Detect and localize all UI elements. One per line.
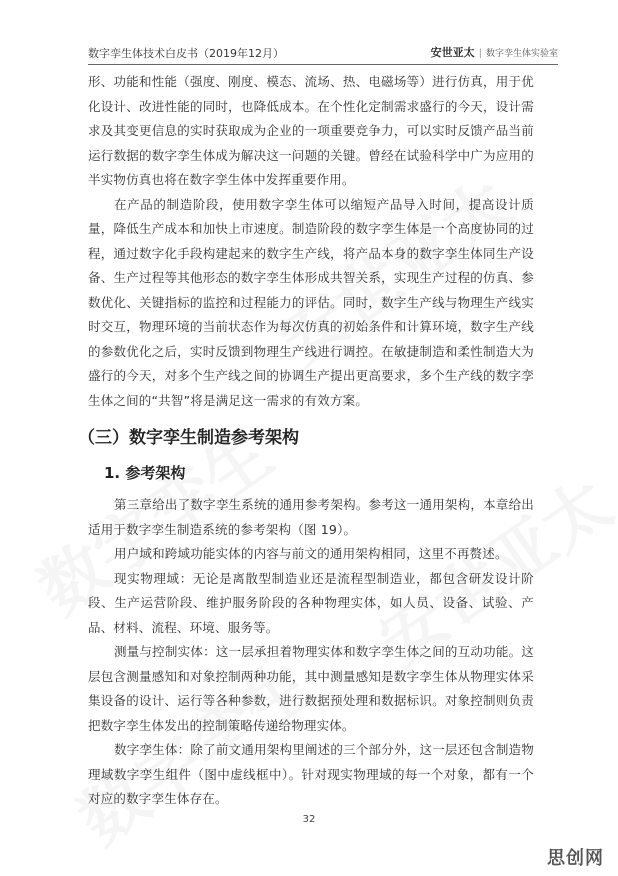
section-heading: （三）数字孪生制造参考架构 xyxy=(78,428,299,448)
document-title: 数字孪生体技术白皮书（2019年12月） xyxy=(88,47,284,60)
brand-mark: 安世亚太 xyxy=(430,46,475,59)
header-divider xyxy=(88,64,558,65)
sub-heading: 1. 参考架构 xyxy=(104,464,186,482)
body-paragraph: 现实物理域：无论是离散型制造业还是流程型制造业，都包含研发设计阶段、生产运营阶段、维护服务阶段的各种物理实体，如人员、设备、试验、产品、材料、流程、环境、服务等。 xyxy=(88,570,534,635)
brand-separator: | xyxy=(478,48,482,59)
body-paragraph: 形、功能和性能（强度、刚度、模态、流场、热、电磁场等）进行仿真，用于优化设计、改进性能的同时，也降低成本。在个性化定制需求盛行的今天，设计需求及其变更信息的实时获取成为企业的一项重要竞争力，可以实时反馈产品当前运行数据的数字孪生体成为解决这一问题的关键。曾经在试验科学中广为应用的半实物仿真也将在数字孪生体中发挥重要作用。 xyxy=(88,74,534,187)
brand-logo xyxy=(431,44,558,60)
brand-name: 数字孪生体实验室 xyxy=(485,49,558,59)
site-watermark-logo: 思创网 xyxy=(547,848,604,869)
body-paragraph: 用户域和跨域功能实体的内容与前文的通用架构相同，这里不再赘述。 xyxy=(114,546,508,561)
page-body xyxy=(78,70,534,812)
page-header xyxy=(88,42,558,64)
body-paragraph: 第三章给出了数字孪生系统的通用参考架构。参考这一通用架构，本章给出适用于数字孪生制造系统的参考架构（图 19）。 xyxy=(88,497,534,537)
body-paragraph: 测量与控制实体：这一层承担着物理实体和数字孪生体之间的互动功能。这层包含测量感知和对象控制两种功能，其中测量感知是数字孪生体从物理实体采集设备的设计、运行等各种参数，进行数据预处理和数据标识。对象控制则负责把数字孪生体发出的控制策略传递给物理实体。 xyxy=(88,644,534,733)
body-paragraph: 数字孪生体：除了前文通用架构里阐述的三个部分外，这一层还包含制造物理域数字孪生组件（图中虚线框中）。针对现实物理域的每一个对象，都有一个对应的数字孪生体存在。 xyxy=(88,742,534,806)
body-paragraph: 在产品的制造阶段，使用数字孪生体可以缩短产品导入时间，提高设计质量，降低生产成本和加快上市速度。制造阶段的数字孪生体是一个高度协同的过程，通过数字化手段构建起来的数字生产线，将产品本身的数字孪生体同生产设备、生产过程等其他形态的数字孪生体形成共智关系，实现生产过程的仿真、参数优化、关键指标的监控和过程能力的评估。同时，数字生产线与物理生产线实时交互，物理环境的当前状态作为每次仿真的初始条件和计算环境，数字生产线的参数优化之后，实时反馈到物理生产线进行调控。在敏捷制造和柔性制造大为盛行的今天，对多个生产线之间的协调生产提出更高要求，多个生产线的数字孪生体之间的“共智”将是满足这一需求的有效方案。 xyxy=(88,196,534,408)
page-number: 32 xyxy=(302,814,316,825)
